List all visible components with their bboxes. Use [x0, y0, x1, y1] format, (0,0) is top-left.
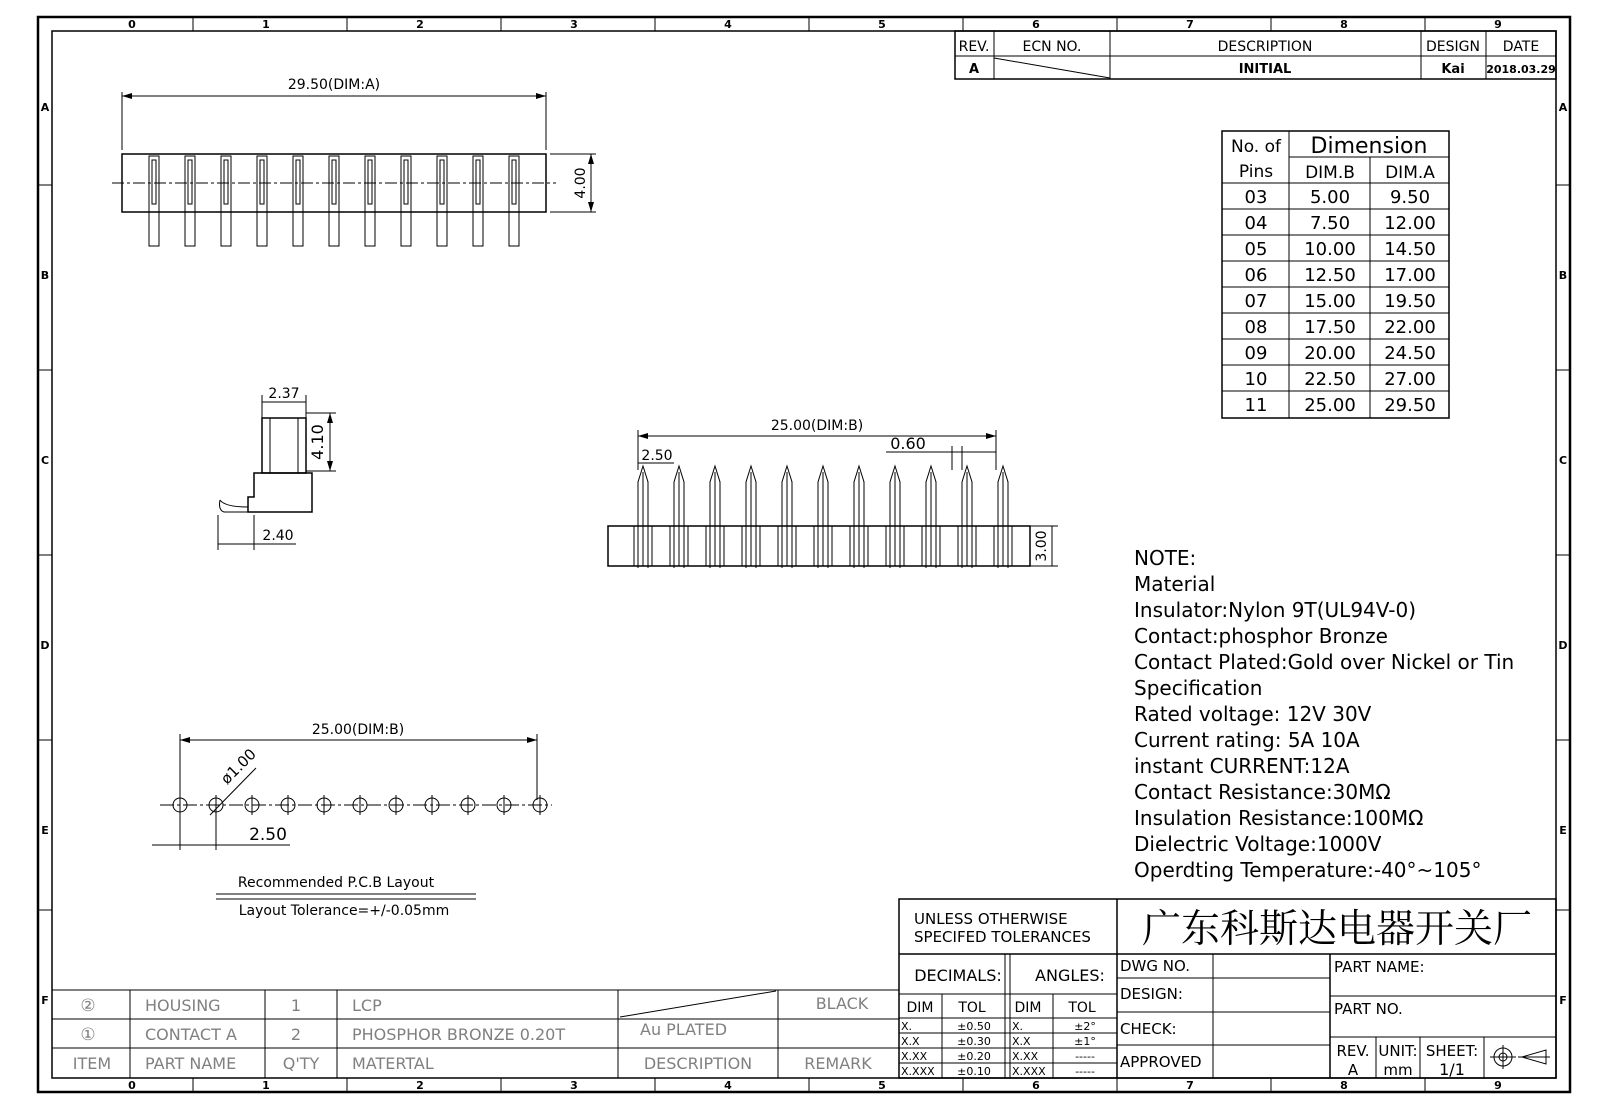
front-view	[608, 418, 1058, 568]
table-cell-dim-a: 24.50	[1384, 343, 1436, 364]
date-value: 2018.03.29	[1486, 63, 1556, 76]
bom-row2-item: ①	[80, 1025, 96, 1045]
pcb-layout-title: Recommended P.C.B Layout	[237, 875, 435, 891]
top-view-pin	[473, 156, 483, 246]
decimal-tol-value: ±0.10	[957, 1065, 991, 1078]
note-line: Material	[1134, 572, 1216, 596]
note-line: Contact Plated:Gold over Nickel or Tin	[1134, 650, 1515, 674]
angle-dim-header: DIM	[1014, 1000, 1042, 1016]
top-height-label: 4.00	[573, 167, 589, 199]
top-dim-a-label: 29.50(DIM:A)	[287, 77, 381, 93]
description-header: DESCRIPTION	[1217, 39, 1313, 55]
projection-symbol-icon	[1490, 1045, 1550, 1069]
table-header-dim-a: DIM.A	[1385, 163, 1435, 183]
table-cell-dim-a: 19.50	[1384, 291, 1436, 312]
tolerance-note-line2: SPECIFED TOLERANCES	[914, 928, 1091, 946]
revision-block	[955, 31, 1556, 79]
dwg-no-label: DWG NO.	[1120, 957, 1190, 975]
bom-row1-material: LCP	[352, 996, 382, 1015]
front-dim-b-label: 25.00(DIM:B)	[770, 418, 864, 434]
table-cell-pins: 06	[1244, 265, 1268, 286]
table-cell-dim-a: 12.00	[1384, 213, 1436, 234]
check-label: CHECK:	[1120, 1020, 1177, 1038]
bom-header-material: MATERTAL	[352, 1054, 434, 1073]
rev-value: A	[968, 62, 980, 77]
zone-row-label: A	[1558, 101, 1568, 114]
table-cell-dim-b: 17.50	[1304, 317, 1356, 338]
table-cell-dim-a: 29.50	[1384, 395, 1436, 416]
table-cell-dim-b: 22.50	[1304, 369, 1356, 390]
title-block	[899, 899, 1556, 1079]
front-view-pin	[886, 466, 904, 568]
zone-row-label: D	[1558, 639, 1568, 652]
table-cell-dim-a: 17.00	[1384, 265, 1436, 286]
pcb-hole-label: ø1.00	[217, 745, 260, 788]
approved-label: APPROVED	[1120, 1053, 1202, 1071]
top-view-pin	[401, 156, 411, 246]
table-header-dimension: Dimension	[1310, 134, 1428, 159]
decimal-tol-dim: X.XXX	[901, 1065, 935, 1078]
decimal-tol-value: ±0.30	[957, 1035, 991, 1048]
side-dim-top-label: 2.37	[268, 386, 300, 402]
table-cell-dim-a: 9.50	[1389, 187, 1431, 208]
zone-row-label: B	[40, 269, 50, 282]
table-cell-dim-b: 25.00	[1304, 395, 1356, 416]
front-height-label: 3.00	[1034, 530, 1050, 562]
table-cell-pins: 09	[1244, 343, 1268, 364]
front-view-pin	[778, 466, 796, 568]
side-dim-bottom-label: 2.40	[262, 528, 294, 544]
table-cell-dim-b: 15.00	[1304, 291, 1356, 312]
top-view-pin	[329, 156, 339, 246]
description-value: INITIAL	[1238, 62, 1292, 77]
table-header-dim-b: DIM.B	[1305, 163, 1355, 183]
note-line: Current rating: 5A 10A	[1134, 728, 1360, 752]
pcb-layout	[152, 722, 552, 919]
zone-column-label: 4	[724, 18, 732, 31]
table-header-no: No. of	[1230, 137, 1282, 157]
zone-column-label: 5	[878, 18, 886, 31]
table-cell-pins: 04	[1244, 213, 1268, 234]
zone-row-label: E	[41, 824, 49, 837]
front-view-pin	[670, 466, 688, 568]
part-name-label: PART NAME:	[1334, 958, 1425, 976]
decimal-tol-dim: X.X	[901, 1035, 920, 1048]
front-view-pin	[922, 466, 940, 568]
front-view-pin	[814, 466, 832, 568]
table-cell-pins: 08	[1244, 317, 1268, 338]
bom-row2-part-name: CONTACT A	[145, 1025, 237, 1044]
pcb-pitch-label: 2.50	[249, 825, 287, 845]
note-line: Operdting Temperature:-40°~105°	[1134, 858, 1482, 882]
angle-tol-value: ±1°	[1074, 1035, 1096, 1048]
angle-tol-value: ±2°	[1074, 1020, 1096, 1033]
front-pitch-label: 2.50	[641, 448, 673, 464]
bom-header-item: ITEM	[72, 1054, 112, 1073]
unit-label: UNIT:	[1378, 1042, 1418, 1060]
date-header: DATE	[1502, 39, 1540, 55]
note-line: Specification	[1134, 676, 1263, 700]
zone-row-label: F	[1559, 994, 1567, 1007]
note-line: Dielectric Voltage:1000V	[1134, 832, 1382, 856]
top-view-pin	[221, 156, 231, 246]
zone-column-label: 6	[1032, 18, 1040, 31]
front-view-pin	[742, 466, 760, 568]
zone-row-label: C	[1558, 454, 1568, 467]
table-cell-dim-b: 10.00	[1304, 239, 1356, 260]
design-label: DESIGN:	[1120, 985, 1183, 1003]
top-view-pin	[509, 156, 519, 246]
zone-column-label: 9	[1494, 1079, 1502, 1092]
zone-column-label: 0	[128, 1079, 136, 1092]
table-cell-dim-b: 5.00	[1309, 187, 1351, 208]
zone-row-label: F	[41, 994, 49, 1007]
top-view	[112, 77, 596, 246]
ecn-header: ECN NO.	[1022, 39, 1082, 55]
top-view-pin	[257, 156, 267, 246]
bom-header-part-name: PART NAME	[145, 1054, 237, 1073]
rev-value: A	[1347, 1061, 1359, 1079]
notes-block	[1134, 546, 1514, 882]
side-view	[218, 386, 336, 550]
sheet-value: 1/1	[1439, 1060, 1465, 1079]
decimals-label: DECIMALS:	[914, 966, 1002, 985]
table-cell-pins: 10	[1244, 369, 1268, 390]
front-view-pin	[958, 466, 976, 568]
angles-label: ANGLES:	[1035, 966, 1105, 985]
bom-row2-qty: 2	[290, 1025, 302, 1044]
note-line: Rated voltage: 12V 30V	[1134, 702, 1372, 726]
table-header-pins: Pins	[1238, 162, 1274, 182]
decimal-tol-dim: X.XX	[901, 1050, 928, 1063]
zone-row-label: A	[40, 101, 50, 114]
note-line: Contact:phosphor Bronze	[1134, 624, 1388, 648]
table-cell-dim-a: 14.50	[1384, 239, 1436, 260]
top-view-pin	[185, 156, 195, 246]
unit-value: mm	[1383, 1061, 1413, 1079]
zone-row-label: B	[1558, 269, 1568, 282]
decimal-dim-header: DIM	[906, 1000, 934, 1016]
zone-column-label: 7	[1186, 18, 1194, 31]
zone-column-label: 2	[416, 18, 424, 31]
zone-column-label: 1	[262, 18, 270, 31]
table-cell-pins: 05	[1244, 239, 1268, 260]
zone-column-label: 2	[416, 1079, 424, 1092]
angle-tol-value: -----	[1075, 1065, 1095, 1078]
table-cell-dim-b: 12.50	[1304, 265, 1356, 286]
zone-column-label: 3	[570, 1079, 578, 1092]
zone-column-label: 5	[878, 1079, 886, 1092]
note-line: instant CURRENT:12A	[1134, 754, 1350, 778]
angle-tol-value: -----	[1075, 1050, 1095, 1063]
zone-column-label: 6	[1032, 1079, 1040, 1092]
front-view-pin	[994, 466, 1012, 568]
table-cell-dim-a: 22.00	[1384, 317, 1436, 338]
tolerance-note-line1: UNLESS OTHERWISE	[914, 910, 1068, 928]
design-value: Kai	[1441, 62, 1465, 77]
note-line: Insulator:Nylon 9T(UL94V-0)	[1134, 598, 1417, 622]
front-pin-width-label: 0.60	[890, 434, 926, 453]
zone-column-label: 3	[570, 18, 578, 31]
bom-header-description: DESCRIPTION	[643, 1054, 753, 1073]
sheet-label: SHEET:	[1425, 1042, 1479, 1060]
table-cell-pins: 11	[1244, 395, 1268, 416]
top-view-pin	[437, 156, 447, 246]
table-cell-dim-a: 27.00	[1384, 369, 1436, 390]
zone-column-label: 0	[128, 18, 136, 31]
front-view-pin	[706, 466, 724, 568]
decimal-tol-dim: X.	[901, 1020, 913, 1033]
decimal-tol-value: ±0.20	[957, 1050, 991, 1063]
angle-tol-header: TOL	[1068, 1000, 1096, 1016]
top-view-pin	[149, 156, 159, 246]
note-line: Contact Resistance:30MΩ	[1134, 780, 1391, 804]
bom-row2-material: PHOSPHOR BRONZE 0.20T	[352, 1025, 566, 1044]
bom-row1-item: ②	[80, 996, 96, 1016]
zone-column-label: 8	[1340, 18, 1348, 31]
zone-row-label: D	[40, 639, 50, 652]
angle-tol-dim: X.XXX	[1012, 1065, 1046, 1078]
rev-label: REV.	[1336, 1042, 1370, 1060]
design-header: DESIGN	[1426, 39, 1480, 55]
table-cell-pins: 03	[1244, 187, 1268, 208]
zone-column-label: 1	[262, 1079, 270, 1092]
decimal-tol-value: ±0.50	[957, 1020, 991, 1033]
front-view-pin	[634, 466, 652, 568]
zone-row-label: C	[40, 454, 50, 467]
top-view-pin	[293, 156, 303, 246]
table-cell-dim-b: 20.00	[1304, 343, 1356, 364]
company-name: 广东科斯达电器开关厂	[1141, 907, 1533, 952]
note-line: Insulation Resistance:100MΩ	[1134, 806, 1424, 830]
part-no-label: PART NO.	[1334, 1000, 1403, 1018]
rev-header: REV.	[958, 39, 990, 55]
pcb-dim-b-label: 25.00(DIM:B)	[311, 722, 405, 738]
zone-column-label: 9	[1494, 18, 1502, 31]
pcb-layout-tolerance: Layout Tolerance=+/-0.05mm	[238, 903, 450, 919]
note-line: NOTE:	[1134, 546, 1197, 570]
table-cell-pins: 07	[1244, 291, 1268, 312]
bom-header-qty: Q'TY	[282, 1054, 320, 1073]
zone-column-label: 7	[1186, 1079, 1194, 1092]
zone-column-label: 4	[724, 1079, 732, 1092]
bom-row2-description: Au PLATED	[640, 1020, 728, 1039]
bom-row1-part-name: HOUSING	[145, 996, 221, 1015]
bill-of-materials	[52, 990, 899, 1078]
side-dim-height-label: 4.10	[308, 424, 327, 460]
table-cell-dim-b: 7.50	[1309, 213, 1351, 234]
bom-header-remark: REMARK	[804, 1054, 872, 1073]
zone-column-label: 8	[1340, 1079, 1348, 1092]
angle-tol-dim: X.X	[1012, 1035, 1031, 1048]
decimal-tol-header: TOL	[958, 1000, 986, 1016]
bom-row1-remark: BLACK	[815, 994, 869, 1013]
zone-row-label: E	[1559, 824, 1567, 837]
front-view-pin	[850, 466, 868, 568]
bom-row1-qty: 1	[290, 996, 302, 1015]
dimension-table	[1222, 131, 1449, 418]
angle-tol-dim: X.	[1012, 1020, 1024, 1033]
top-view-pin	[365, 156, 375, 246]
angle-tol-dim: X.XX	[1012, 1050, 1039, 1063]
